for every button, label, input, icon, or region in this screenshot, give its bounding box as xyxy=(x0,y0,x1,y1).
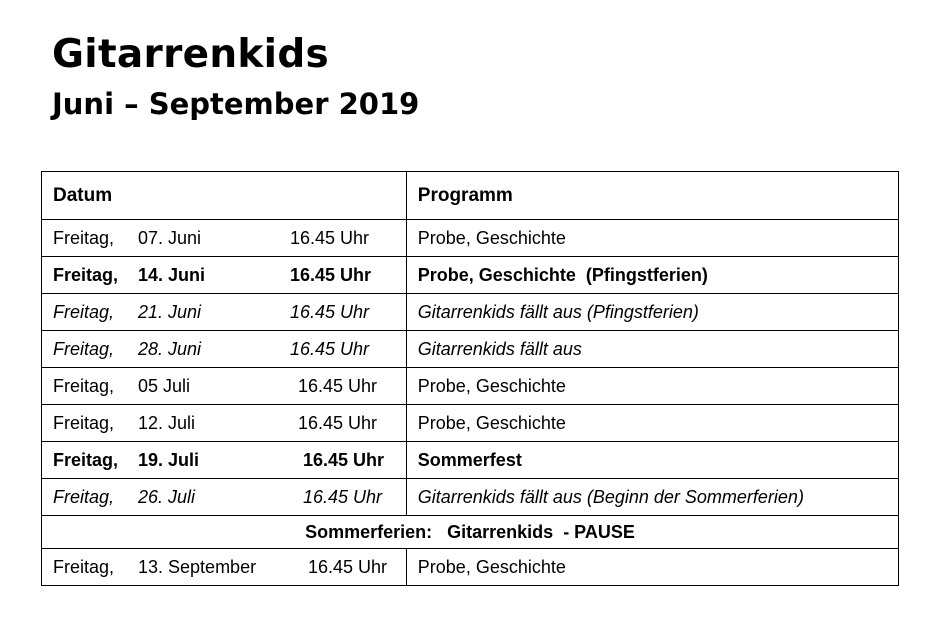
time: 16.45 Uhr xyxy=(308,556,388,577)
date-cell xyxy=(42,549,407,586)
program-cell: Probe, Geschichte xyxy=(406,405,898,442)
column-header-date: Datum xyxy=(42,172,407,220)
weekday: Freitag, xyxy=(53,449,119,470)
weekday: Freitag, xyxy=(53,338,115,359)
time: 16.45 Uhr xyxy=(290,338,370,359)
time: 16.45 Uhr xyxy=(298,412,378,433)
table-row xyxy=(42,294,899,331)
table-row xyxy=(42,257,899,294)
date-cell xyxy=(42,220,407,257)
time: 16.45 Uhr xyxy=(303,486,383,507)
date: 14. Juni xyxy=(138,264,206,285)
date-cell xyxy=(42,442,407,479)
weekday: Freitag, xyxy=(53,264,119,285)
column-header-program: Programm xyxy=(406,172,898,220)
date: 21. Juni xyxy=(138,301,202,322)
schedule-table xyxy=(41,171,899,586)
program-cell: Gitarrenkids fällt aus (Beginn der Sommerferien) xyxy=(406,479,898,516)
date-cell xyxy=(42,257,407,294)
program-cell: Probe, Geschichte xyxy=(406,220,898,257)
pause-row xyxy=(42,516,899,549)
weekday: Freitag, xyxy=(53,375,115,396)
page-subtitle: Juni – September 2019 xyxy=(52,87,420,121)
date: 13. September xyxy=(138,556,257,577)
program-cell: Probe, Geschichte xyxy=(406,549,898,586)
date-cell xyxy=(42,405,407,442)
date: 26. Juli xyxy=(138,486,196,507)
date: 05 Juli xyxy=(138,375,191,396)
program-cell: Gitarrenkids fällt aus xyxy=(406,331,898,368)
date-cell xyxy=(42,479,407,516)
time: 16.45 Uhr xyxy=(303,449,385,470)
table-row xyxy=(42,368,899,405)
time: 16.45 Uhr xyxy=(290,227,370,248)
time: 16.45 Uhr xyxy=(290,264,372,285)
table-row xyxy=(42,479,899,516)
date-cell xyxy=(42,331,407,368)
weekday: Freitag, xyxy=(53,556,115,577)
pause-notice: Sommerferien: Gitarrenkids - PAUSE xyxy=(42,516,899,549)
weekday: Freitag, xyxy=(53,301,115,322)
table-row xyxy=(42,405,899,442)
date: 19. Juli xyxy=(138,449,200,470)
time: 16.45 Uhr xyxy=(290,301,370,322)
date-cell xyxy=(42,368,407,405)
weekday: Freitag, xyxy=(53,412,115,433)
table-row xyxy=(42,549,899,586)
program-cell: Gitarrenkids fällt aus (Pfingstferien) xyxy=(406,294,898,331)
date: 07. Juni xyxy=(138,227,202,248)
weekday: Freitag, xyxy=(53,486,115,507)
table-row xyxy=(42,220,899,257)
program-cell: Probe, Geschichte (Pfingstferien) xyxy=(406,257,898,294)
weekday: Freitag, xyxy=(53,227,115,248)
table-row xyxy=(42,331,899,368)
program-cell: Sommerfest xyxy=(406,442,898,479)
program-cell: Probe, Geschichte xyxy=(406,368,898,405)
date-cell xyxy=(42,294,407,331)
date: 28. Juni xyxy=(138,338,202,359)
table-header-row xyxy=(42,172,899,220)
page-title: Gitarrenkids xyxy=(52,32,330,77)
date: 12. Juli xyxy=(138,412,196,433)
time: 16.45 Uhr xyxy=(298,375,378,396)
table-row xyxy=(42,442,899,479)
